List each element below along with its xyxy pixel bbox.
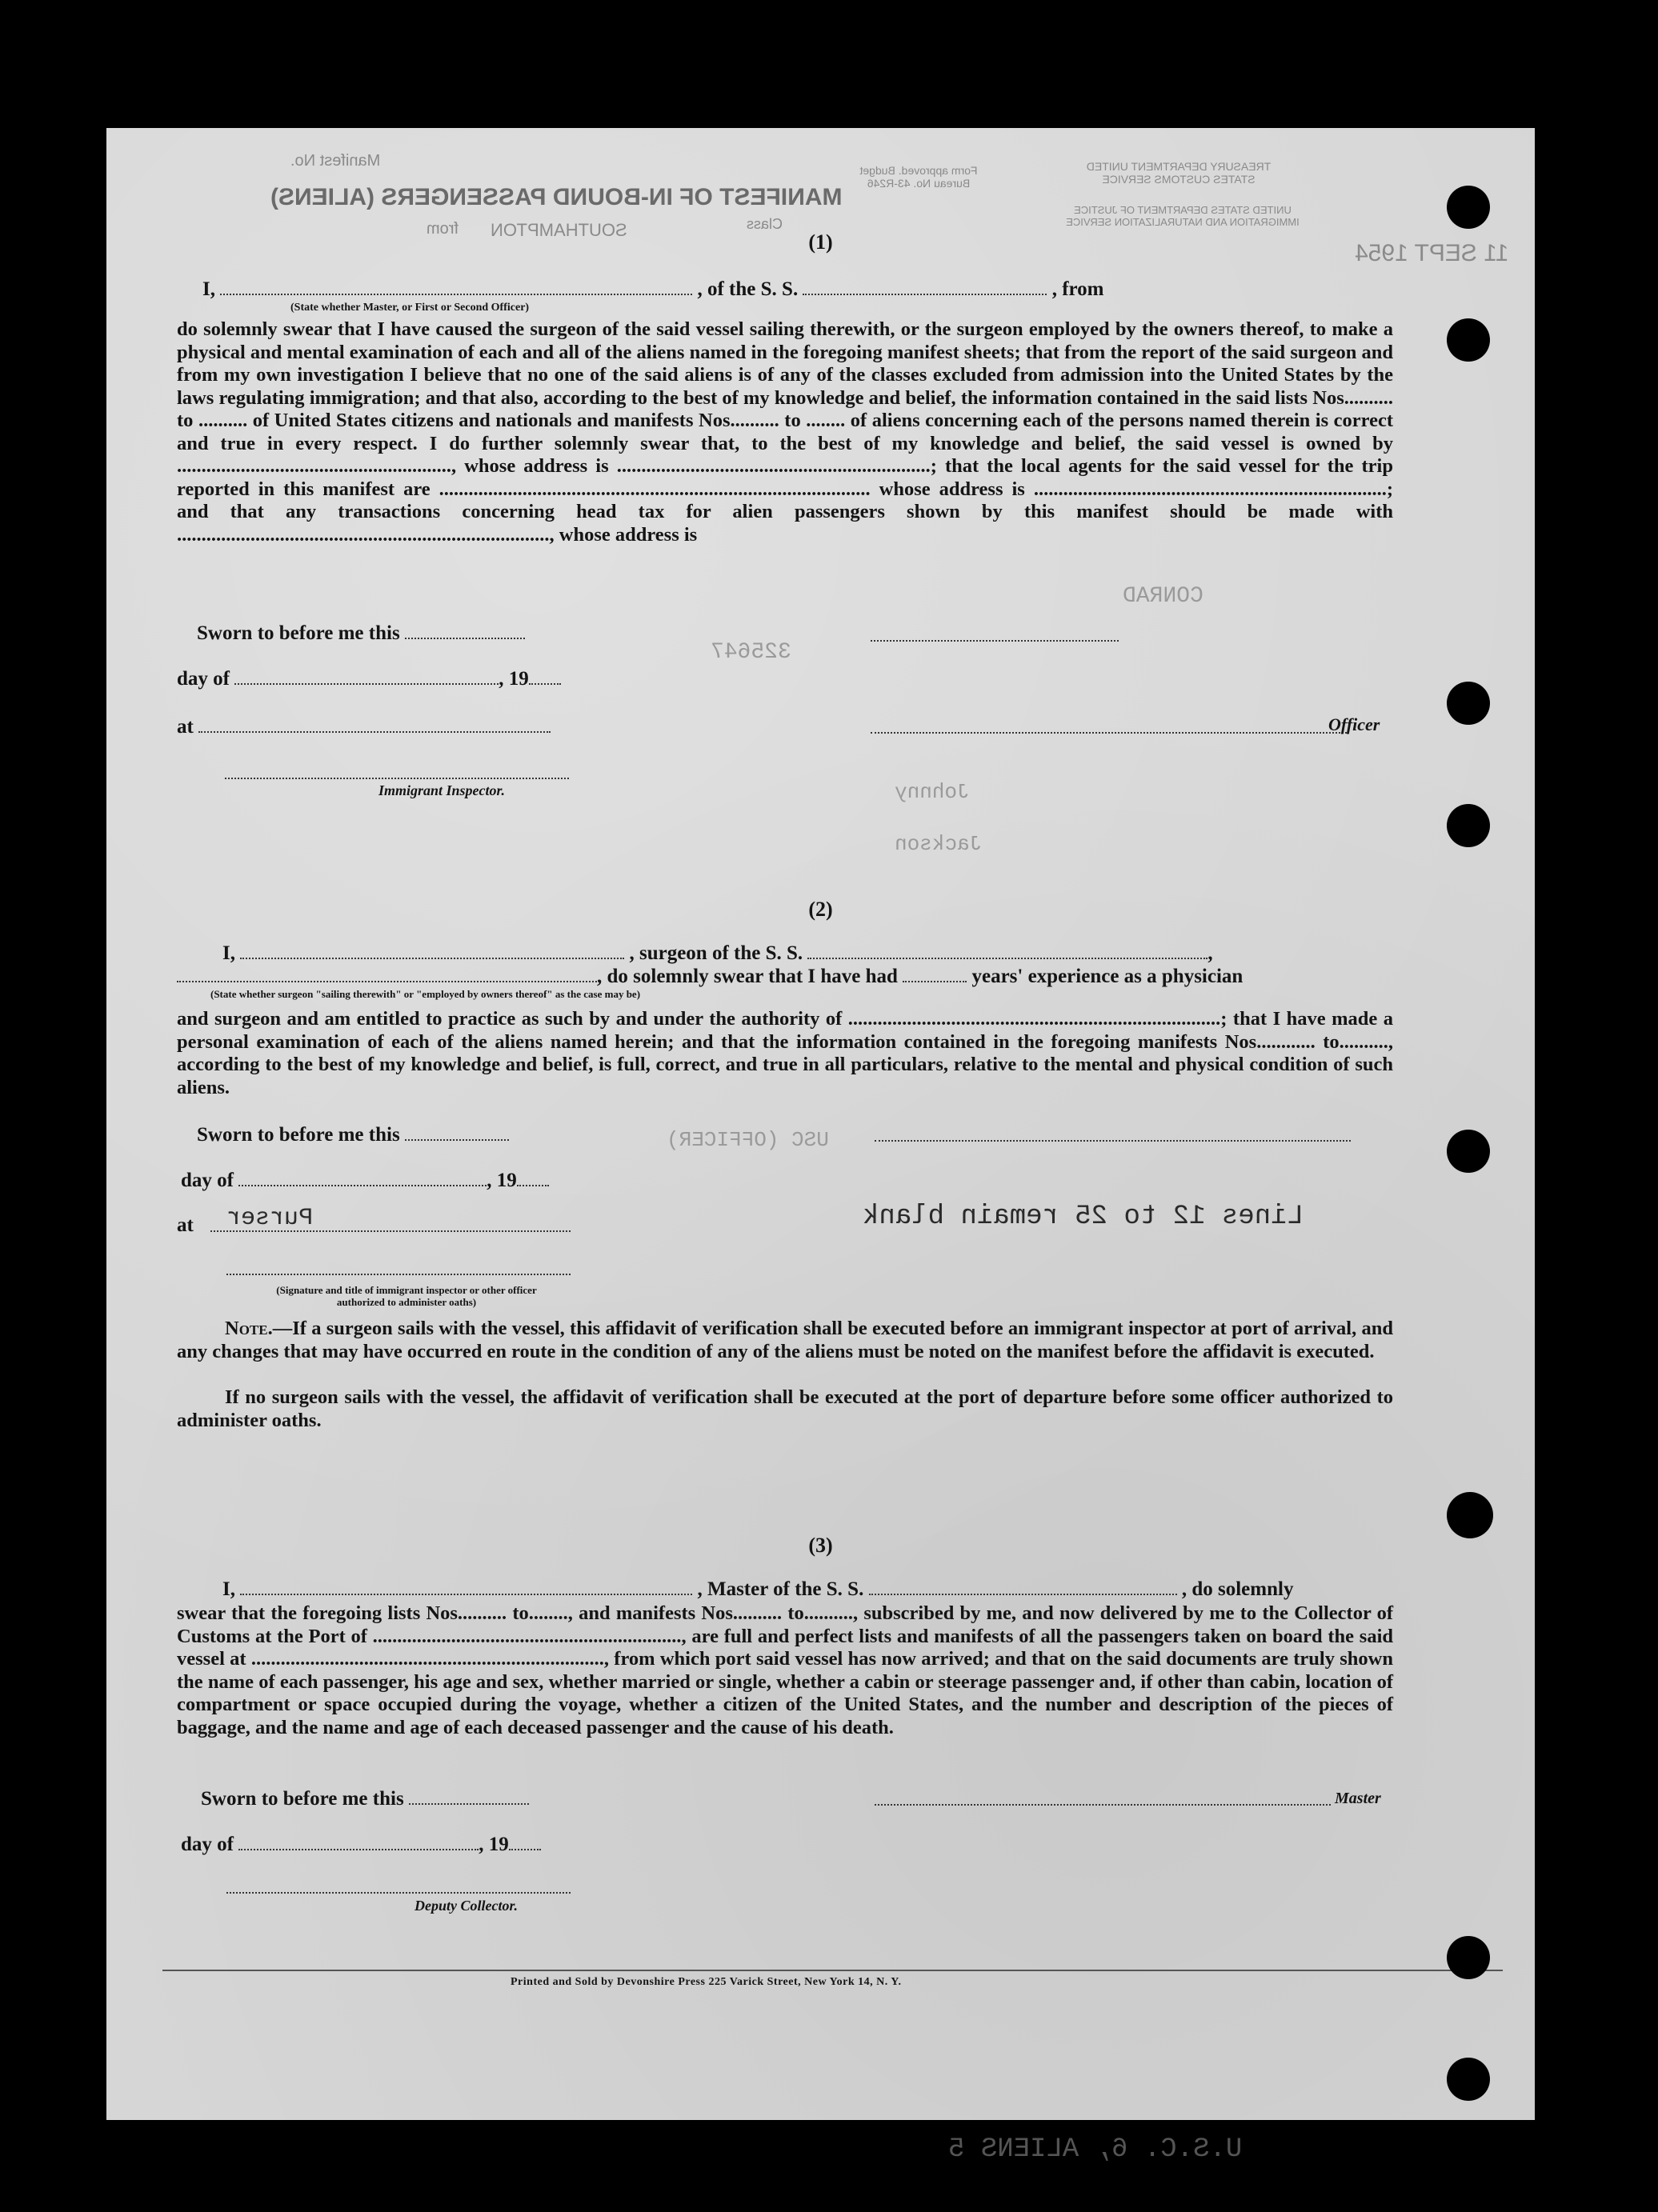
date-stamp: 11 SEPT 1954 [1355,240,1509,266]
s2-19: , 19 [487,1170,517,1191]
s3-i: I, [222,1578,235,1600]
form-number: U.S.C. 6, ALIENS 5 [948,2134,1243,2165]
s3-do-solemnly: , do solemnly [1181,1578,1294,1600]
from-port: SOUTHAMPTON [491,220,627,240]
punch-hole [1447,186,1490,229]
punch-hole [1447,804,1490,847]
section-3-number: (3) [808,1534,833,1557]
note-2: If no surgeon sails with the vessel, the affidavit of verification shall be executed at the port of departure before some officer authorized to administer oaths. [177,1386,1393,1431]
s2-body: and surgeon and am entitled to practice as such by and under the authority of ............................................................................; that I have made a personal examination of each of the aliens named herein; and that the information contained in the foregoing manifests Nos............ to.........., according to the best of my knowledge and belief, is full, correct, and true in all particulars, relative to the mental and physical condition of such aliens. [177,1008,1393,1098]
ghost-text-e: USC (OFFICER) [667,1128,829,1152]
class-label: Class [747,216,783,232]
document-page: Manifest No. MANIFEST OF IN-BOUND PASSENGERS (ALIENS) SOUTHAMPTON from Class Form approved. Budget Bureau No. 43-R246 TREASURY DEPARTMENT UNITED STATES CUSTOMS SERVICE UNITED STATES DEPARTMENT OF JUSTICE IMMIGRATION AND NATURALIZATION SERVICE 11 SEPT 1954 (1) I, , of the S. S. , from (State whether Master, or First or Second Officer) do solemnly swear that I have caused the surgeon of the said vessel sailing therewith, or the surgeon employed by the owners thereof, to make a physical and mental examination of each and all of the aliens named in the foregoing manifest sheets; that from the report of the said surgeon and from my own investigation I believe that no one of the said aliens is of any of the classes excluded from admission into the United States by the laws regulating immigration; and that also, according to the best of my knowledge and belief, the information contained in the said lists Nos.......... to .......... of United States citizens and nationals and manifests Nos.......... to ........ of aliens concerning each of the persons named therein is correct and true in every respect. I do further solemnly swear that, to the best of my knowledge and belief, the said vessel is owned by ........................................................, whose address is ................................................................; that the local agents for the said vessel for the trip reported in this manifest are ........................................................................................ whose address is ........................................................................; and that any transactions concerning head tax for alien passengers shown by this manifest should be made with ............................................................................, whose address is Sworn to before me this day of , 19 at Officer Immigrant Inspector. (2) I, , surgeon of the S. S. , , do solemnly swear that I have had years' experience as a physician (State whether surgeon "sailing therewith" or "employed by owners thereof" as the case may be) and surgeon and am entitled to practice as such by and under the authority of ............................................................................; that I have made a personal examination of each of the aliens named herein; and that the information contained in the foregoing manifests Nos............ to.........., according to the best of my knowledge and belief, is full, correct, and true in all particulars, relative to the mental and physical condition of such aliens. Sworn to before me this day of , 19 at Purser Lines 12 to 25 remain blank (Signature and title of immigrant inspector or other officer authorized to administer oaths) Note.—If a surgeon sails with the vessel, this affidavit of verification shall be executed before an immigrant inspector at port of arrival, and any changes that may have occurred en route in the condition of any of the aliens must be noted on the manifest before the affidavit is executed. If no surgeon sails with the vessel, the affidavit of verification shall be executed at the port of departure before some officer authorized to administer oaths. (3) I, , Master of the S. S. , do solemnly swear that the foregoing lists Nos.......... to........, and manifests Nos.......... to.........., subscribed by me, and now delivered by me to the Collector of Customs at the Port of ..............................................................., are full and perfect lists and manifests of all the passengers taken on board the said vessel at ........................................................................, from which port said vessel has now arrived; and that on the said documents are truly shown the name of each passenger, his age and sex, whether married or single, whether a cabin or steerage passenger and, if other than cabin, location of compartment or space occupied during the voyage, whether a citizen of the United States, and the number and description of the pieces of baggage, and the name and age of each deceased passenger and the cause of his death. Sworn to before me this Master day of , 19 Deputy Collector. Printed and Sold by Devonshire Press 225 Varick Street, New York 14, N. Y. CONRAD 325647 Johnny Jackson USC (OFFICER) [106,128,1535,2120]
s3-sworn: Sworn to before me this [201,1788,404,1810]
note-1: —If a surgeon sails with the vessel, this affidavit of verification shall be executed before an immigrant inspector at port of arrival, and any changes that may have occurred en route in the condition of any of the aliens must be noted on the manifest before the affidavit is executed. [177,1318,1393,1362]
s3-master: Master [1335,1790,1381,1807]
s3-body: swear that the foregoing lists Nos.......... to........, and manifests Nos.......... to.........., subscribed by me, and now delivered by me to the Collector of Customs at the Port of ..............................................................., are full and perfect lists and manifests of all the passengers taken on board the said vessel at ........................................................................, from which port said vessel has now arrived; and that on the said documents are truly shown the name of each passenger, his age and sex, whether married or single, whether a cabin or steerage passenger and, if other than cabin, location of compartment or space occupied during the voyage, whether a citizen of the United States, and the number and description of the pieces of baggage, and the name and age of each deceased passenger and the cause of his death. [177,1602,1393,1738]
s1-immigrant-inspector: Immigrant Inspector. [378,782,506,798]
s2-surgeon-of: , surgeon of the S. S. [629,942,803,964]
s1-from: , from [1051,278,1104,300]
manifest-no-label: Manifest No. [290,152,381,170]
s2-day-of: day of [181,1170,234,1191]
s3-master-of: , Master of the S. S. [697,1578,864,1600]
s1-day-of: day of [177,668,230,690]
section-1-number: (1) [808,230,833,254]
ghost-text-b: 325647 [711,640,791,665]
from-label: from [427,220,459,238]
budget-bureau: Form approved. Budget Bureau No. 43-R246 [859,164,978,190]
s1-of-ss: , of the S. S. [697,278,799,300]
s3-deputy-collector: Deputy Collector. [414,1898,518,1914]
s1-i: I, [202,278,215,300]
punch-hole [1447,318,1490,362]
s1-19: , 19 [499,668,529,690]
printer-credit: Printed and Sold by Devonshire Press 225 Varick Street, New York 14, N. Y. [511,1976,902,1988]
punch-hole [1447,1130,1490,1173]
s2-purser-stamp: Purser [226,1205,314,1232]
s2-signature-caption: (Signature and title of immigrant inspector or other officer authorized to administer oaths) [276,1284,537,1308]
s2-caption: (State whether surgeon "sailing therewith" or "employed by owners thereof" as the case may be) [210,988,641,1000]
punch-hole [1447,682,1490,725]
s2-sworn: Sworn to before me this [197,1124,400,1146]
blank-lines-stamp: Lines 12 to 25 remain blank [863,1202,1304,1232]
punch-hole [1447,1492,1493,1538]
treasury-dept: TREASURY DEPARTMENT UNITED STATES CUSTOMS SERVICE [1086,160,1272,186]
manifest-title: MANIFEST OF IN-BOUND PASSENGERS (ALIENS) [270,184,843,210]
s2-i: I, [222,942,235,964]
punch-hole [1447,1936,1490,1979]
s1-sworn: Sworn to before me this [197,622,400,644]
note-label: Note. [225,1318,273,1339]
s1-caption-officer: (State whether Master, or First or Second Officer) [290,302,530,314]
justice-dept: UNITED STATES DEPARTMENT OF JUSTICE IMMIGRATION AND NATURALIZATION SERVICE [1066,204,1300,228]
s2-swear: , do solemnly swear that I have had [597,966,898,987]
ghost-text-d: Jackson [895,832,983,856]
ghost-text-a: CONRAD [1123,584,1203,609]
s3-day-of: day of [181,1834,234,1855]
section-2-number: (2) [808,898,833,921]
ghost-text-c: Johnny [895,780,970,804]
punch-hole [1447,2058,1490,2101]
s3-19: , 19 [479,1834,509,1855]
s1-at: at [177,716,194,738]
s1-officer: Officer [1328,714,1380,734]
s2-years: years' experience as a physician [971,966,1244,987]
s1-body: do solemnly swear that I have caused the surgeon of the said vessel sailing therewith, or the surgeon employed by the owners thereof, to make a physical and mental examination of each and all of the aliens named in the foregoing manifest sheets; that from the report of the said surgeon and from my own investigation I believe that no one of the said aliens is of any of the classes excluded from admission into the United States by the laws regulating immigration; and that also, according to the best of my knowledge and belief, the information contained in the said lists Nos.......... to .......... of United States citizens and nationals and manifests Nos.......... to ........ of aliens concerning each of the persons named therein is correct and true in every respect. I do further solemnly swear that, to the best of my knowledge and belief, the said vessel is owned by ........................................................, whose address is ................................................................; that the local agents for the said vessel for the trip reported in this manifest are ........................................................................................ whose address is ........................................................................; and that any transactions concerning head tax for alien passengers shown by this manifest should be made with ............................................................................, whose address is [177,318,1393,546]
s2-at: at [177,1214,194,1236]
